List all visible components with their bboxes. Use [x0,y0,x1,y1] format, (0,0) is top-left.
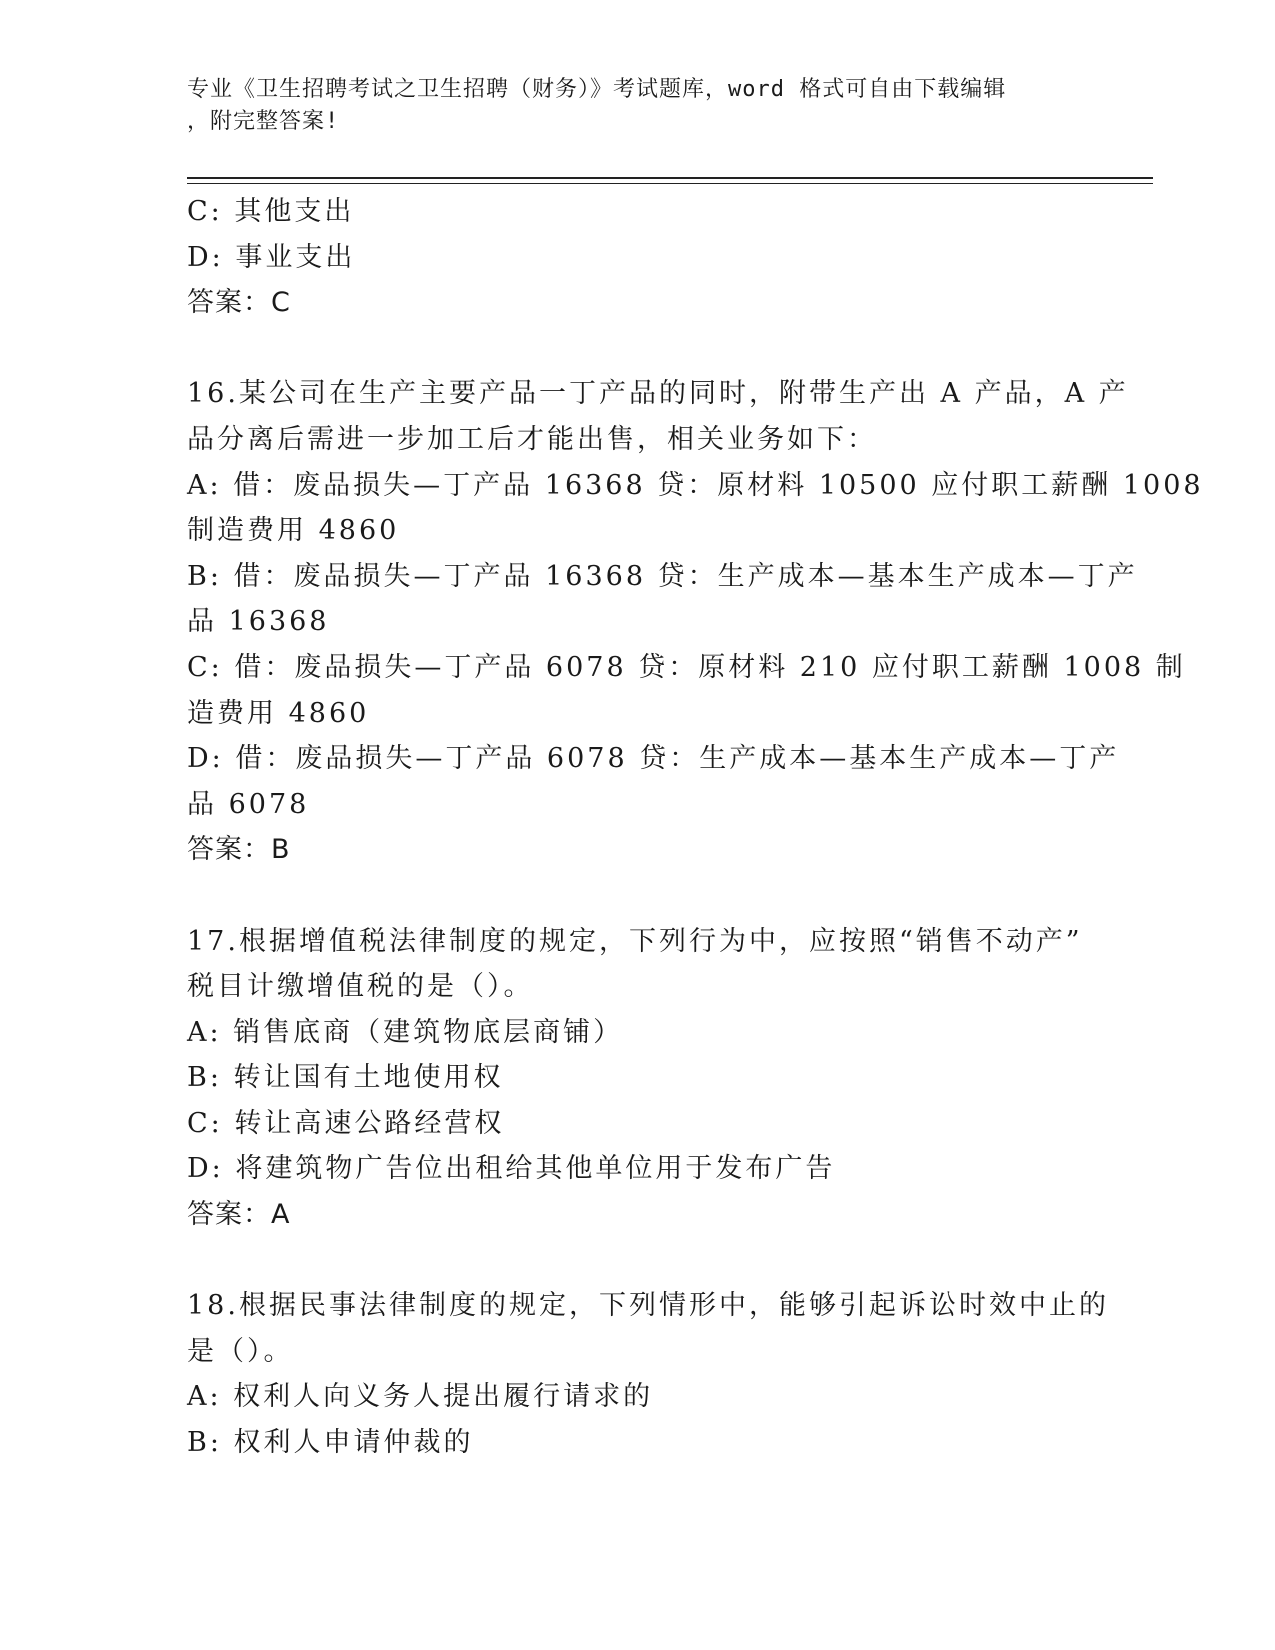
question-17 [187,919,1087,1238]
question-stem: 是（）。 [187,1335,294,1367]
spacer [187,873,1087,919]
option-c: C: 转让高速公路经营权 [187,1107,505,1139]
option-c: C: 其他支出 [187,196,355,227]
option-b: B: 借：废品损失—丁产品 16368 贷：生产成本—基本生产成本—丁产 [187,560,1138,592]
option-a: A: 权利人向义务人提出履行请求的 [187,1381,654,1413]
option-b: B: 转让国有土地使用权 [187,1062,504,1094]
question-18 [187,1283,1109,1465]
question-stem: 税目计缴增值税的是（）。 [187,971,534,1003]
option-c: 造费用 4860 [187,697,370,729]
option-c: C: 借：废品损失—丁产品 6078 贷：原材料 210 应付职工薪酬 1008 制 [187,651,1186,683]
answer: 答案：C [187,287,291,319]
option-a: A: 销售底商（建筑物底层商铺） [187,1016,624,1048]
question-stem: 17.根据增值税法律制度的规定，下列行为中，应按照“销售不动产” [187,925,1083,957]
option-b: B: 权利人申请仲裁的 [187,1427,474,1459]
question-stem: 16.某公司在生产主要产品一丁产品的同时，附带生产出 A 产品，A 产 [187,378,1129,410]
header-title-line-1: 专业《卫生招聘考试之卫生招聘（财务）》考试题库，word 格式可自由下载编辑 [187,77,1007,102]
option-d: D: 将建筑物广告位出租给其他单位用于发布广告 [187,1153,836,1185]
answer: 答案：B [187,834,291,866]
question-stem: 18.根据民事法律制度的规定，下列情形中，能够引起诉讼时效中止的 [187,1290,1109,1322]
option-a: A: 借：废品损失—丁产品 16368 贷：原材料 10500 应付职工薪酬 1008 [187,469,1204,501]
option-d: 品 6078 [187,788,310,820]
option-d: D: 借：废品损失—丁产品 6078 贷：生产成本—基本生产成本—丁产 [187,743,1120,775]
spacer [187,326,1087,372]
spacer [187,1238,1087,1284]
header-divider-thick [187,177,1153,179]
question-content [187,189,1204,1466]
question-stem: 品分离后需进一步加工后才能出售，相关业务如下： [187,423,877,455]
option-d: D: 事业支出 [187,241,356,273]
option-b: 品 16368 [187,606,330,638]
previous-question-tail [187,189,1087,326]
option-a: 制造费用 4860 [187,515,400,547]
document-header [187,74,1087,138]
question-16 [187,371,1204,873]
header-title-line-2: ，附完整答案! [187,109,340,134]
header-divider-thin [187,183,1153,184]
answer: 答案：A [187,1199,291,1231]
